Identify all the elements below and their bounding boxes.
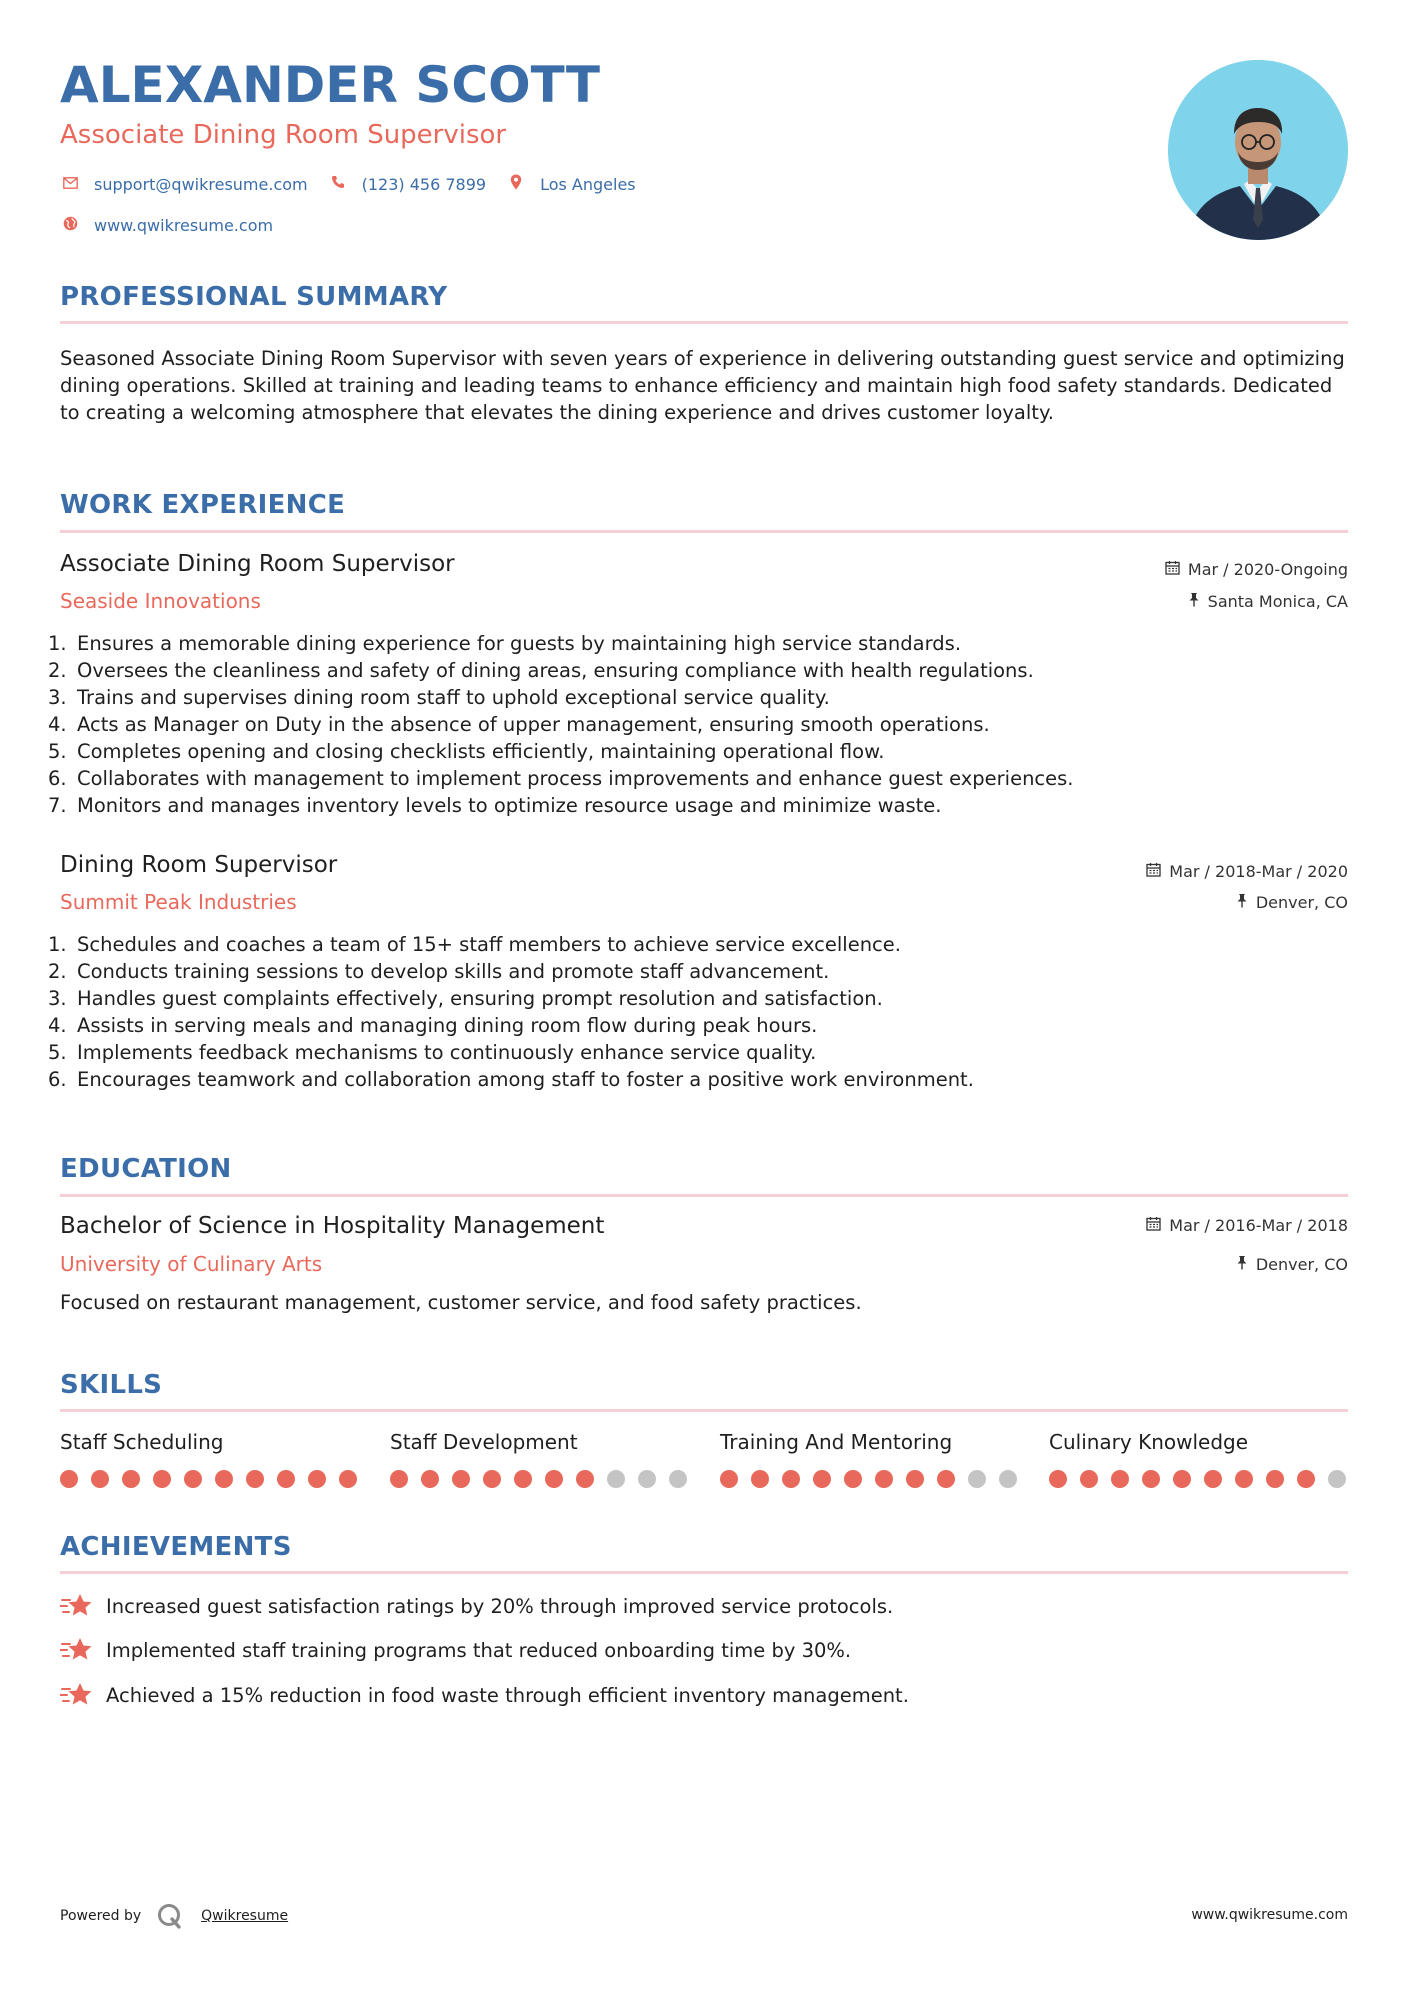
list-item: 4. Acts as Manager on Duty in the absence of upper management, ensuring smooth operations. bbox=[48, 713, 990, 736]
powered-by-label: Powered by bbox=[60, 1908, 142, 1924]
summary-heading: PROFESSIONAL SUMMARY bbox=[60, 282, 448, 312]
list-item: 5. Completes opening and closing checklists efficiently, maintaining operational flow. bbox=[48, 740, 885, 763]
rating-dot-filled bbox=[576, 1470, 594, 1488]
map-pin-icon bbox=[506, 174, 526, 194]
pushpin-icon bbox=[1236, 893, 1248, 912]
rating-dot-empty bbox=[999, 1470, 1017, 1488]
rating-dot-empty bbox=[638, 1470, 656, 1488]
education-divider bbox=[60, 1194, 1348, 1197]
contact-email[interactable] bbox=[60, 175, 308, 194]
calendar-icon bbox=[1146, 862, 1161, 881]
globe-icon bbox=[60, 216, 80, 235]
candidate-role: Associate Dining Room Supervisor bbox=[60, 120, 507, 150]
experience-divider bbox=[60, 530, 1348, 533]
achievement-text: Implemented staff training programs that reduced onboarding time by 30%. bbox=[106, 1638, 852, 1662]
contact-location bbox=[506, 174, 636, 194]
rating-dot-filled bbox=[483, 1470, 501, 1488]
list-item: 2. Conducts training sessions to develop skills and promote staff advancement. bbox=[48, 960, 830, 983]
achievement-item bbox=[60, 1636, 851, 1664]
rating-dot-filled bbox=[1142, 1470, 1160, 1488]
skill-rating bbox=[390, 1470, 700, 1488]
job-location-1 bbox=[1188, 592, 1348, 611]
rating-dot-filled bbox=[184, 1470, 202, 1488]
rating-dot-filled bbox=[1235, 1470, 1253, 1488]
profile-photo-illustration bbox=[1168, 60, 1348, 240]
rating-dot-filled bbox=[514, 1470, 532, 1488]
skills-heading: SKILLS bbox=[60, 1370, 163, 1400]
achievement-text: Achieved a 15% reduction in food waste through efficient inventory management. bbox=[106, 1683, 909, 1707]
star-icon bbox=[60, 1681, 94, 1709]
rating-dot-filled bbox=[122, 1470, 140, 1488]
skill-training-and-mentoring bbox=[720, 1430, 1020, 1454]
envelope-icon bbox=[60, 175, 80, 193]
education-location bbox=[1236, 1255, 1348, 1274]
education-degree: Bachelor of Science in Hospitality Management bbox=[60, 1213, 605, 1239]
achievements-heading: ACHIEVEMENTS bbox=[60, 1532, 292, 1562]
education-description: Focused on restaurant management, customer service, and food safety practices. bbox=[60, 1291, 862, 1314]
rating-dot-filled bbox=[813, 1470, 831, 1488]
job-company-2: Summit Peak Industries bbox=[60, 890, 297, 914]
qwikresume-logo-icon bbox=[157, 1903, 183, 1929]
rating-dot-filled bbox=[545, 1470, 563, 1488]
job-location-2 bbox=[1236, 893, 1348, 912]
list-item: 6. Encourages teamwork and collaboration among staff to foster a positive work environment. bbox=[48, 1068, 974, 1091]
profile-photo bbox=[1168, 60, 1348, 240]
phone-text: (123) 456 7899 bbox=[361, 174, 487, 194]
rating-dot-filled bbox=[1080, 1470, 1098, 1488]
achievement-text: Increased guest satisfaction ratings by 20% through improved service protocols. bbox=[106, 1594, 894, 1618]
rating-dot-empty bbox=[968, 1470, 986, 1488]
skill-label: Culinary Knowledge bbox=[1049, 1430, 1249, 1454]
rating-dot-filled bbox=[1173, 1470, 1191, 1488]
job-company-1: Seaside Innovations bbox=[60, 589, 261, 613]
calendar-icon bbox=[1165, 560, 1180, 579]
list-item: 6. Collaborates with management to implement process improvements and enhance guest experiences. bbox=[48, 767, 1074, 790]
phone-icon bbox=[328, 175, 348, 193]
rating-dot-filled bbox=[844, 1470, 862, 1488]
skill-rating bbox=[720, 1470, 1030, 1488]
achievements-divider bbox=[60, 1571, 1348, 1574]
skill-staff-scheduling bbox=[60, 1430, 360, 1454]
job-location-text-1: Santa Monica, CA bbox=[1207, 592, 1348, 611]
rating-dot-filled bbox=[937, 1470, 955, 1488]
rating-dot-filled bbox=[875, 1470, 893, 1488]
contact-phone[interactable] bbox=[328, 175, 486, 194]
rating-dot-filled bbox=[339, 1470, 357, 1488]
candidate-name: ALEXANDER SCOTT bbox=[60, 56, 600, 114]
job-date-2 bbox=[1146, 862, 1348, 881]
rating-dot-filled bbox=[390, 1470, 408, 1488]
rating-dot-filled bbox=[60, 1470, 78, 1488]
list-item: 7. Monitors and manages inventory levels to optimize resource usage and minimize waste. bbox=[48, 794, 942, 817]
job-date-text-2: Mar / 2018-Mar / 2020 bbox=[1169, 862, 1348, 881]
calendar-icon bbox=[1146, 1216, 1161, 1235]
achievement-item bbox=[60, 1681, 909, 1709]
job-title-1: Associate Dining Room Supervisor bbox=[60, 551, 455, 577]
website-text: www.qwikresume.com bbox=[94, 216, 274, 235]
job-bullets-2 bbox=[48, 931, 974, 1093]
pushpin-icon bbox=[1188, 592, 1200, 611]
location-text: Los Angeles bbox=[540, 174, 636, 194]
star-icon bbox=[60, 1592, 94, 1620]
brand-link[interactable]: Qwikresume bbox=[201, 1908, 289, 1924]
skill-label: Staff Scheduling bbox=[60, 1430, 224, 1454]
footer-powered-by bbox=[60, 1903, 288, 1929]
rating-dot-filled bbox=[751, 1470, 769, 1488]
pushpin-icon bbox=[1236, 1255, 1248, 1274]
job-title-2: Dining Room Supervisor bbox=[60, 852, 338, 878]
achievement-item bbox=[60, 1592, 893, 1620]
contact-website[interactable] bbox=[60, 216, 273, 235]
education-date bbox=[1146, 1216, 1348, 1235]
skill-rating bbox=[1049, 1470, 1359, 1488]
rating-dot-filled bbox=[1049, 1470, 1067, 1488]
skill-culinary-knowledge bbox=[1049, 1430, 1349, 1454]
education-location-text: Denver, CO bbox=[1255, 1255, 1348, 1274]
rating-dot-filled bbox=[452, 1470, 470, 1488]
footer-website[interactable]: www.qwikresume.com bbox=[1191, 1907, 1348, 1923]
skill-label: Staff Development bbox=[390, 1430, 578, 1454]
rating-dot-filled bbox=[1111, 1470, 1129, 1488]
list-item: 4. Assists in serving meals and managing dining room flow during peak hours. bbox=[48, 1014, 818, 1037]
star-icon bbox=[60, 1636, 94, 1664]
skill-rating bbox=[60, 1470, 370, 1488]
experience-heading: WORK EXPERIENCE bbox=[60, 490, 346, 520]
rating-dot-filled bbox=[153, 1470, 171, 1488]
skill-label: Training And Mentoring bbox=[720, 1430, 953, 1454]
rating-dot-empty bbox=[607, 1470, 625, 1488]
job-bullets-1 bbox=[48, 630, 1074, 819]
contact-row bbox=[60, 174, 656, 194]
job-date-text-1: Mar / 2020-Ongoing bbox=[1187, 560, 1348, 579]
rating-dot-filled bbox=[1266, 1470, 1284, 1488]
summary-text: Seasoned Associate Dining Room Supervisor with seven years of experience in delivering outstanding guest service and optimizing dining operations. Skilled at training and leading teams to enhance efficiency and maintain high food safety standards. Dedicated to creating a welcoming atmosphere that elevates the dining experience and drives customer loyalty. bbox=[60, 347, 1345, 424]
skill-staff-development bbox=[390, 1430, 690, 1454]
summary-divider bbox=[60, 321, 1348, 324]
rating-dot-filled bbox=[421, 1470, 439, 1488]
list-item: 3. Handles guest complaints effectively, ensuring prompt resolution and satisfaction. bbox=[48, 987, 883, 1010]
rating-dot-empty bbox=[669, 1470, 687, 1488]
email-text: support@qwikresume.com bbox=[94, 174, 308, 194]
rating-dot-filled bbox=[782, 1470, 800, 1488]
rating-dot-filled bbox=[308, 1470, 326, 1488]
rating-dot-filled bbox=[246, 1470, 264, 1488]
list-item: 5. Implements feedback mechanisms to continuously enhance service quality. bbox=[48, 1041, 817, 1064]
rating-dot-empty bbox=[1328, 1470, 1346, 1488]
education-date-text: Mar / 2016-Mar / 2018 bbox=[1169, 1216, 1348, 1235]
job-date-1 bbox=[1165, 560, 1348, 579]
list-item: 2. Oversees the cleanliness and safety of dining areas, ensuring compliance with health regulations. bbox=[48, 659, 1034, 682]
skills-divider bbox=[60, 1409, 1348, 1412]
list-item: 1. Schedules and coaches a team of 15+ staff members to achieve service excellence. bbox=[48, 933, 901, 956]
rating-dot-filled bbox=[1204, 1470, 1222, 1488]
rating-dot-filled bbox=[91, 1470, 109, 1488]
contact-row-2 bbox=[60, 216, 293, 235]
education-school: University of Culinary Arts bbox=[60, 1252, 323, 1276]
rating-dot-filled bbox=[720, 1470, 738, 1488]
list-item: 1. Ensures a memorable dining experience for guests by maintaining high service standards. bbox=[48, 632, 962, 655]
list-item: 3. Trains and supervises dining room staff to uphold exceptional service quality. bbox=[48, 686, 830, 709]
job-location-text-2: Denver, CO bbox=[1255, 893, 1348, 912]
rating-dot-filled bbox=[277, 1470, 295, 1488]
education-heading: EDUCATION bbox=[60, 1154, 232, 1184]
rating-dot-filled bbox=[215, 1470, 233, 1488]
rating-dot-filled bbox=[906, 1470, 924, 1488]
rating-dot-filled bbox=[1297, 1470, 1315, 1488]
